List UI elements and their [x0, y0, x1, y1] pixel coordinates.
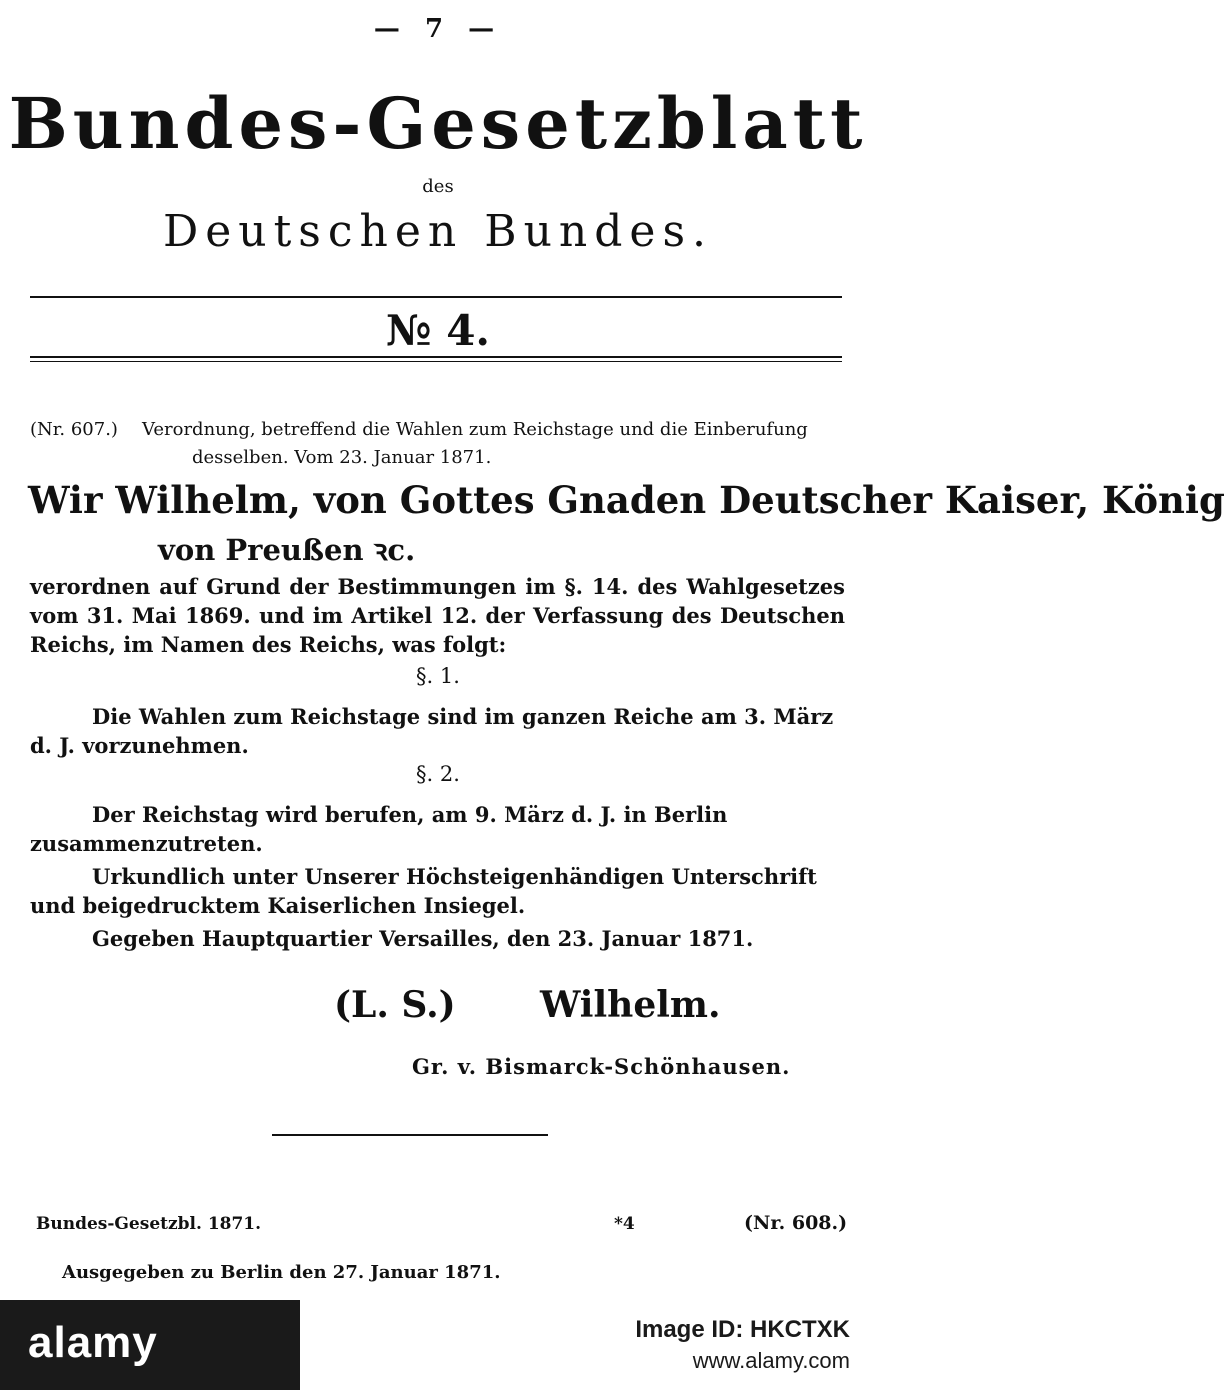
section-2-text: Der Reichstag wird berufen, am 9. März d. J. in Berlin zusammenzutreten.: [30, 802, 728, 856]
intro-line-1: Wir Wilhelm, von Gottes Gnaden Deutscher Kaiser, König: [28, 478, 1225, 522]
title-connector: des: [422, 176, 454, 197]
header-rule-bottom-thick: [30, 356, 842, 358]
decree-ref: (Nr. 607.): [30, 419, 118, 440]
alamy-logo: [0, 1300, 300, 1390]
footer-sheet: *4: [614, 1214, 635, 1234]
intro-line-2: von Preußen ꝛc.: [158, 533, 416, 567]
section-1-label: §. 1.: [416, 664, 460, 688]
issue-number: № 4.: [385, 306, 491, 355]
section-1-text: Die Wahlen zum Reichstage sind im ganzen Reiche am 3. März d. J. vorzunehmen.: [30, 704, 834, 758]
section-2-label: §. 2.: [416, 762, 460, 786]
decree-heading: [30, 416, 845, 472]
decree-title-cont: desselben. Vom 23. Januar 1871.: [192, 447, 492, 468]
countersignature: Gr. v. Bismarck-Schönhausen.: [412, 1054, 791, 1079]
header-rule-bottom-thin: [30, 361, 842, 362]
given-line: Gegeben Hauptquartier Versailles, den 23. Januar 1871.: [92, 926, 754, 951]
signature: Wilhelm.: [540, 984, 721, 1026]
ordain-paragraph: verordnen auf Grund der Bestimmungen im §. 14. des Wahlgesetzes vom 31. Mai 1869. und im Artikel 12. der Verfassung des Deutschen Reichs, im Namen des Reichs, was folgt:: [30, 574, 845, 657]
page-number: — 7 —: [373, 14, 503, 44]
header-rule-top: [30, 296, 842, 298]
stock-banner: [0, 1300, 876, 1390]
footer-next-ref: (Nr. 608.): [744, 1212, 848, 1234]
footer-issued: Ausgegeben zu Berlin den 27. Januar 1871.: [62, 1262, 501, 1283]
gazette-title: Bundes-Gesetzblatt: [8, 82, 868, 165]
alamy-logo-text: alamy: [28, 1318, 158, 1367]
closing-rule: [272, 1134, 548, 1136]
gazette-subtitle: Deutschen Bundes.: [162, 206, 714, 257]
banner-url: www.alamy.com: [692, 1348, 850, 1373]
attestation-paragraph: Urkundlich unter Unserer Höchsteigenhändigen Unterschrift und beigedrucktem Kaiserlichen Insiegel.: [30, 864, 817, 918]
seal-mark: (L. S.): [334, 984, 456, 1026]
decree-title: Verordnung, betreffend die Wahlen zum Reichstage und die Einberufung: [142, 419, 808, 440]
footer-publication: Bundes-Gesetzbl. 1871.: [36, 1214, 262, 1234]
image-id: Image ID: HKCTXK: [635, 1316, 850, 1343]
